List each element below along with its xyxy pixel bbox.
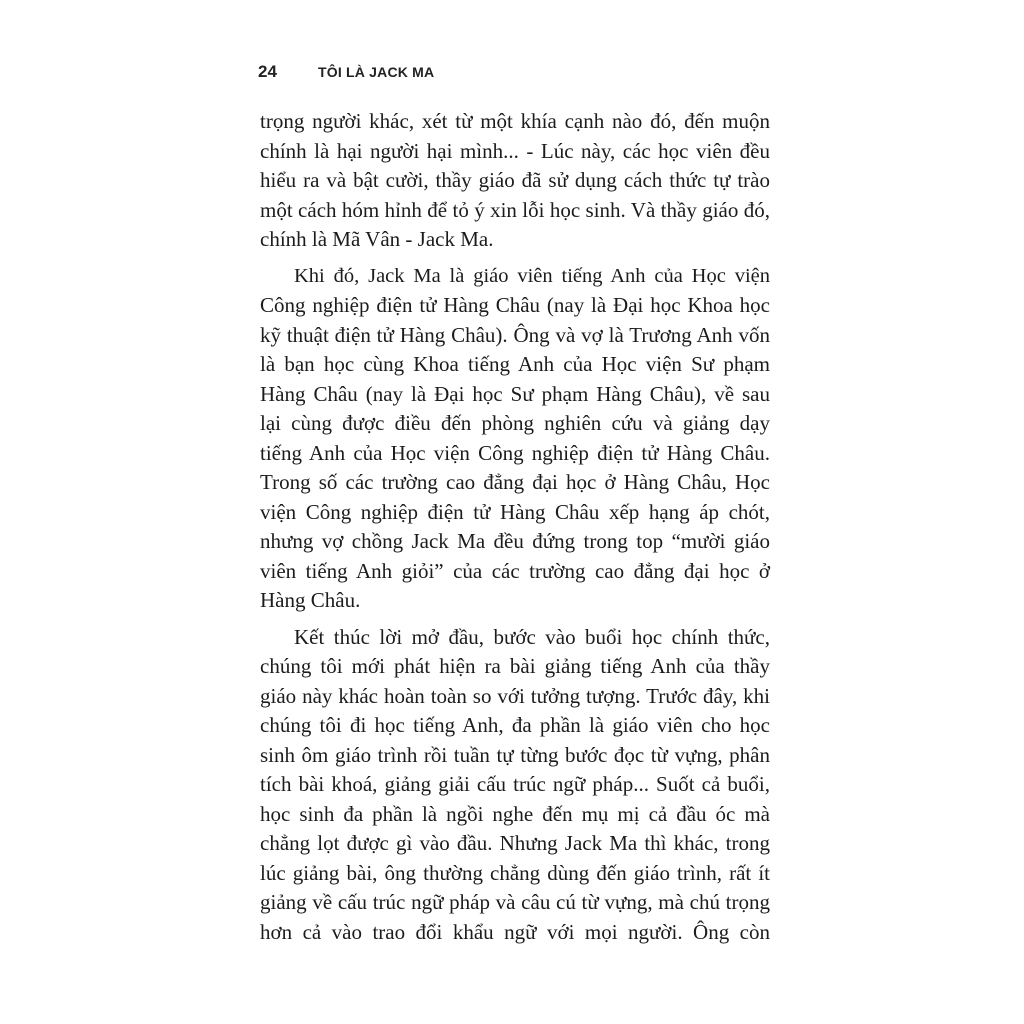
text-line: chúng tôi mới phát hiện ra bài giảng tiếng Anh của thầy — [260, 654, 770, 678]
running-title: TÔI LÀ JACK MA — [318, 64, 435, 80]
paragraph-2 — [260, 262, 770, 616]
text-line: viện Công nghiệp điện tử Hàng Châu xếp hạng áp chót, — [260, 499, 770, 524]
page-number: 24 — [258, 62, 277, 81]
text-line: giảng về cấu trúc ngữ pháp và câu cú từ vựng, mà chú trọng — [260, 890, 770, 914]
text-line: hiểu ra và bật cười, thầy giáo đã sử dụng cách thức tự trào — [260, 168, 770, 192]
text-line: viên tiếng Anh giỏi” của các trường cao đẳng đại học ở — [260, 558, 770, 583]
text-line: lại cùng được điều đến phòng nghiên cứu và giảng dạy — [260, 411, 770, 435]
paragraph-3 — [260, 623, 770, 948]
text-line: tích bài khoá, giảng giải cấu trúc ngữ pháp... Suốt cả buổi, — [260, 772, 770, 796]
text-line: Công nghiệp điện tử Hàng Châu (nay là Đại học Khoa học — [260, 293, 770, 317]
text-line: một cách hóm hỉnh để tỏ ý xin lỗi học sinh. Và thầy giáo đó, — [260, 197, 770, 222]
text-line: Hàng Châu (nay là Đại học Sư phạm Hàng Châu), về sau — [260, 381, 770, 406]
body-text — [260, 107, 770, 954]
text-line: giáo này khác hoàn toàn so với tưởng tượng. Trước đây, khi — [260, 683, 770, 708]
text-line: kỹ thuật điện tử Hàng Châu). Ông và vợ là Trương Anh vốn — [260, 322, 770, 347]
paragraph-1 — [260, 107, 770, 255]
text-line: chúng tôi đi học tiếng Anh, đa phần là giáo viên cho học — [260, 713, 770, 737]
text-line: nhưng vợ chồng Jack Ma đều đứng trong top “mười giáo — [260, 529, 770, 553]
text-line: là bạn học cùng Khoa tiếng Anh của Học viện Sư phạm — [260, 352, 770, 376]
text-line: tiếng Anh của Học viện Công nghiệp điện tử Hàng Châu. — [260, 440, 770, 465]
text-line: Hàng Châu. — [260, 588, 361, 612]
text-line: chính là hại người hại mình... - Lúc này, các học viên đều — [260, 138, 770, 163]
text-line: Kết thúc lời mở đầu, bước vào buổi học chính thức, — [294, 624, 770, 649]
text-line: chính là Mã Vân - Jack Ma. — [260, 227, 494, 251]
text-line: trọng người khác, xét từ một khía cạnh nào đó, đến muộn — [260, 109, 770, 133]
text-line: Trong số các trường cao đẳng đại học ở Hàng Châu, Học — [260, 470, 770, 494]
text-line: hơn cả vào trao đổi khẩu ngữ với mọi người. Ông còn — [260, 919, 770, 944]
text-line: chẳng lọt được gì vào đầu. Nhưng Jack Ma thì khác, trong — [260, 831, 770, 855]
text-line: lúc giảng bài, ông thường chẳng dùng đến giáo trình, rất ít — [260, 860, 770, 885]
page-header — [258, 62, 434, 86]
text-line: Khi đó, Jack Ma là giáo viên tiếng Anh của Học viện — [294, 264, 770, 287]
text-line: học sinh đa phần là ngồi nghe đến mụ mị cả đầu óc mà — [260, 801, 770, 826]
text-line: sinh ôm giáo trình rồi tuần tự từng bước đọc từ vựng, phân — [260, 742, 770, 767]
